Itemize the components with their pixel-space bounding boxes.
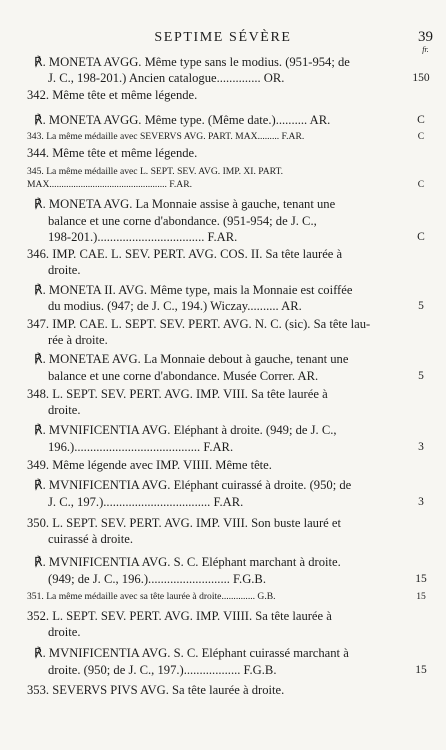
entry-line: 345. La même médaille avec L. SEPT. SEV. AVG. IMP. XI. PART.	[27, 166, 284, 177]
entry-line: 350. L. SEPT. SEV. PERT. AVG. IMP. VIII. Son buste lauré et	[27, 516, 341, 530]
entry-line: droite.	[48, 263, 81, 277]
currency-unit-label: fr.	[422, 45, 429, 54]
price-value: 5	[418, 300, 424, 312]
price-value: C	[417, 114, 425, 126]
entry-line: ℟. MONETA II. AVG. Même type, mais la Monnaie est coiffée	[34, 283, 353, 297]
price-value: C	[417, 179, 425, 190]
entry-line: ℟. MONETA AVGG. Même type sans le modius. (951-954; de	[34, 55, 350, 69]
entry-line: ℟. MVNIFICENTIA AVG. Eléphant à droite. (949; de J. C.,	[34, 423, 337, 437]
entry-line: ℟. MONETA AVGG. Même type. (Même date.).......... AR.	[34, 113, 331, 127]
entry-line: J. C., 198-201.) Ancien catalogue.............. OR.	[48, 71, 285, 85]
entry-line: ℟. MONETA AVG. La Monnaie assise à gauche, tenant une	[34, 197, 336, 211]
entry-line: droite. (950; de J. C., 197.).................. F.G.B.	[48, 663, 277, 677]
price-value: 15	[415, 573, 427, 585]
running-title: SEPTIME SÉVÈRE	[154, 30, 292, 45]
entry-line: 343. La même médaille avec SEVERVS AVG. PART. MAX......... F.AR.	[27, 131, 305, 142]
entry-line: 349. Même légende avec IMP. VIIII. Même tête.	[27, 458, 272, 472]
entry-line: 352. L. SEPT. SEV. PERT. AVG. IMP. VIIII. Sa tête laurée à	[27, 609, 332, 623]
price-value: 5	[418, 370, 424, 382]
entry-line: rée à droite.	[48, 333, 108, 347]
entry-line: 198-201.).................................. F.AR.	[48, 230, 238, 244]
entry-line: du modius. (947; de J. C., 194.) Wiczay.......... AR.	[48, 299, 302, 313]
entry-line: MAX................................................. F.AR.	[27, 179, 192, 190]
entry-line: balance et une corne d'abondance. (951-954; de J. C.,	[48, 214, 317, 228]
entry-line: 342. Même tête et même légende.	[27, 88, 198, 102]
entry-line: balance et une corne d'abondance. Musée Correr. AR.	[48, 369, 319, 383]
entry-line: 346. IMP. CAE. L. SEV. PERT. AVG. COS. II. Sa tête laurée à	[27, 247, 343, 261]
entry-line: 351. La même médaille avec sa tête laurée à droite.............. G.B.	[27, 591, 276, 602]
entry-line: droite.	[48, 403, 81, 417]
entry-line: ℟. MVNIFICENTIA AVG. S. C. Eléphant marchant à droite.	[34, 555, 341, 569]
entry-line: 353. SEVERVS PIVS AVG. Sa tête laurée à droite.	[27, 683, 285, 697]
entry-line: ℟. MVNIFICENTIA AVG. Eléphant cuirassé à droite. (950; de	[34, 478, 352, 492]
price-value: C	[417, 131, 425, 142]
price-value: 3	[418, 441, 424, 453]
entry-line: cuirassé à droite.	[48, 532, 133, 546]
page-number-value: 39	[418, 29, 433, 45]
entry-line: 344. Même tête et même légende.	[27, 146, 198, 160]
entry-line: 196.)........................................ F.AR.	[48, 440, 234, 454]
price-value: 15	[416, 591, 426, 602]
price-value: 15	[415, 664, 427, 676]
entry-line: J. C., 197.).................................. F.AR.	[48, 495, 244, 509]
entry-line: (949; de J. C., 196.).......................... F.G.B.	[48, 572, 266, 586]
entry-line: ℟. MONETAE AVG. La Monnaie debout à gauche, tenant une	[34, 352, 349, 366]
price-value: 150	[412, 72, 430, 84]
entry-line: 347. IMP. CAE. L. SEPT. SEV. PERT. AVG. N. C. (sic). Sa tête lau-	[27, 317, 371, 331]
entry-line: droite.	[48, 625, 81, 639]
page-number	[418, 30, 433, 54]
price-value: 3	[418, 496, 424, 508]
price-value: C	[417, 231, 425, 243]
entry-line: 348. L. SEPT. SEV. PERT. AVG. IMP. VIII. Sa tête laurée à	[27, 387, 328, 401]
entry-line: ℟. MVNIFICENTIA AVG. S. C. Eléphant cuirassé marchant à	[34, 646, 349, 660]
